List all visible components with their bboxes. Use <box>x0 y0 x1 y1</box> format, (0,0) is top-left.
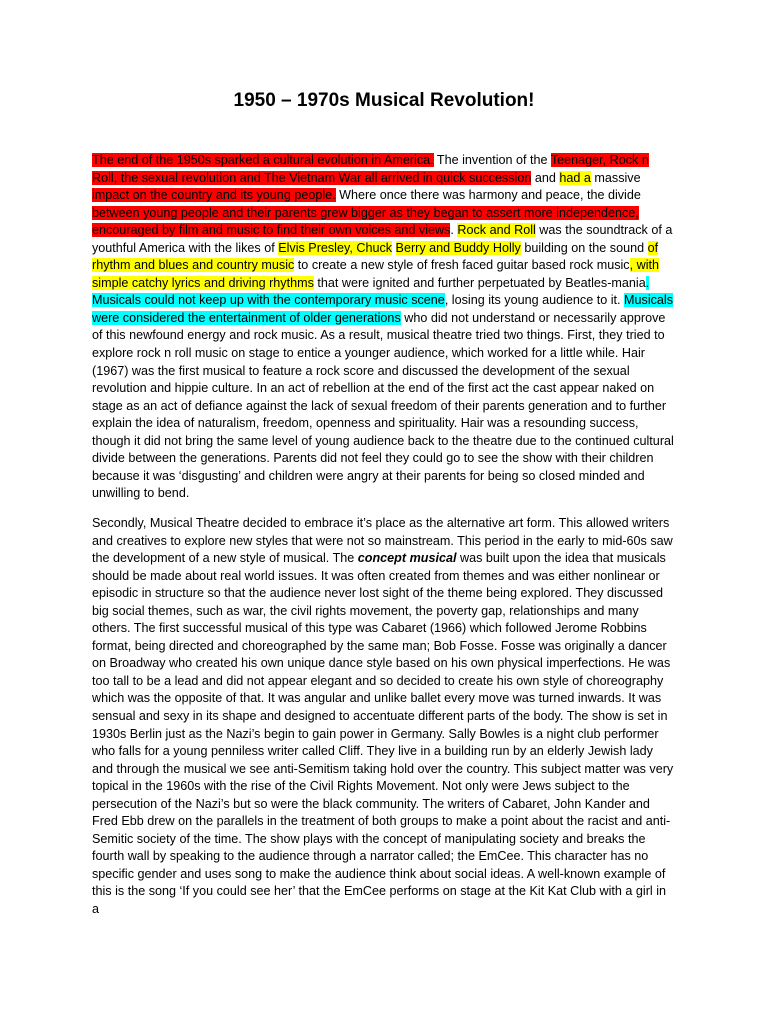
highlight-yellow-3: Elvis Presley, Chuck <box>278 240 393 255</box>
text-run: , losing its young audience to it. <box>444 293 625 308</box>
paragraph-2 <box>92 515 676 919</box>
highlight-yellow-6: , with simple catchy lyrics and driving rhythms <box>92 258 660 290</box>
text-run: Secondly, Musical Theatre decided to embrace it’s place as the alternative art form. This allowed writers and creatives to explore new styles that were not so mainstream. This period in the early to mid-60s saw the development of a new style of musical. The <box>92 516 673 566</box>
highlight-red-3: impact on the country and its young people. <box>92 188 336 203</box>
highlight-cyan-1: . Musicals could not keep up with the contemporary music scene <box>92 275 650 308</box>
text-run: that were ignited and further perpetuated by Beatles-mania <box>313 275 646 290</box>
text-run: was the soundtrack of a youthful America with the likes of <box>92 223 673 255</box>
highlight-red-4: between young people and their parents grew bigger as they began to assert more independence, encouraged by film and music to find their own voices and views <box>92 205 639 238</box>
paragraph-1 <box>92 152 676 503</box>
text-run: was built upon the idea that musicals should be made about real world issues. It was often created from themes and was either nonlinear or episodic in structure so that the audience never lost sight of the theme being explored. They discussed big social themes, such as war, the civil rights movement, the poverty gap, relationships and many others. The first successful musical of this type was Cabaret (1966) which followed Jerome Robbins format, being directed and choreographed by the same man; Bob Fosse. Fosse was originally a dancer on Broadway who created his own unique dance style based on his own physical imperfections. He was too tall to be a lead and did not appear elegant and so decided to create his own style of choreography which was the opposite of that. It was angular and unlike ballet every move was turned inwards. It was sensual and sexy in its shape and designed to accentuate different parts of the body. The show is set in 1930s Berlin just as the Nazi’s begin to gain power in Germany. Sally Bowles is a night club performer who falls for a young penniless writer called Cliff. They live in a building run by an elderly Jewish lady and through the musical we see anti-Semitism taking hold over the country. This subject matter was very topical in the 1960s with the rise of the Civil Rights Movement. Not only were Jews subject to the persecution of the Nazi’s but so were the black community. The writers of Cabaret, John Kander and Fred Ebb drew on the parallels in the treatment of both groups to make a point about the racist and anti-Semitic society of the time. The show plays with the concept of manipulating society and breaks the fourth wall by speaking to the audience through a narrator called; the EmCee. This character has no specific gender and uses song to make the audience think about social ideas. A well-known example of this is the song ‘If you could see her’ that the EmCee performs on stage at the Kit Kat Club with a girl in a <box>92 551 674 917</box>
highlight-yellow-1: had a <box>559 170 591 185</box>
text-run: massive <box>590 170 641 185</box>
highlight-yellow-4: Berry and Buddy Holly <box>395 240 521 255</box>
text-run: building on the sound <box>520 240 648 255</box>
text-run: . <box>450 223 458 238</box>
text-run: Where once there was harmony and peace, the divide <box>335 188 641 203</box>
text-run: The invention of the <box>433 153 551 167</box>
highlight-red-1: The end of the 1950s sparked a cultural evolution in America. <box>92 153 434 167</box>
page-title: 1950 – 1970s Musical Revolution! <box>233 90 535 111</box>
text-run: who did not understand or necessarily approve of this newfound energy and rock music. As a result, musical theatre tried two things. First, they tried to explore rock n roll music on stage to entice a younger audience, which worked for a little while. Hair (1967) was the first musical to feature a rock score and discussed the development of the sexual revolution and hippie culture. In an act of rebellion at the end of the first act the cast appear naked on stage as an act of defiance against the lack of sexual freedom of their parents generation and to further explain the idea of naturalism, freedom, openness and spirituality. Hair was a resounding success, though it did not bring the same level of young audience back to the theatre due to the continued cultural divide between the generations. Parents did not feel they could go to see the show with their children because it was ‘disgusting’ and children were angry at their parents for being so closed minded and unwilling to bend. <box>92 310 674 501</box>
highlight-yellow-2: Rock and Roll <box>457 223 536 238</box>
highlight-yellow-5: of rhythm and blues and country music <box>92 240 659 273</box>
concept-musical-term: concept musical <box>357 551 457 566</box>
highlight-cyan-2: Musicals were considered the entertainment of older generations <box>92 293 674 325</box>
text-run: and <box>531 170 560 185</box>
highlight-red-2: Teenager, Rock n Roll, the sexual revolution and The Vietnam War all arrived in quick succession <box>92 153 649 185</box>
text-run: to create a new style of fresh faced guitar based rock music <box>294 258 630 273</box>
